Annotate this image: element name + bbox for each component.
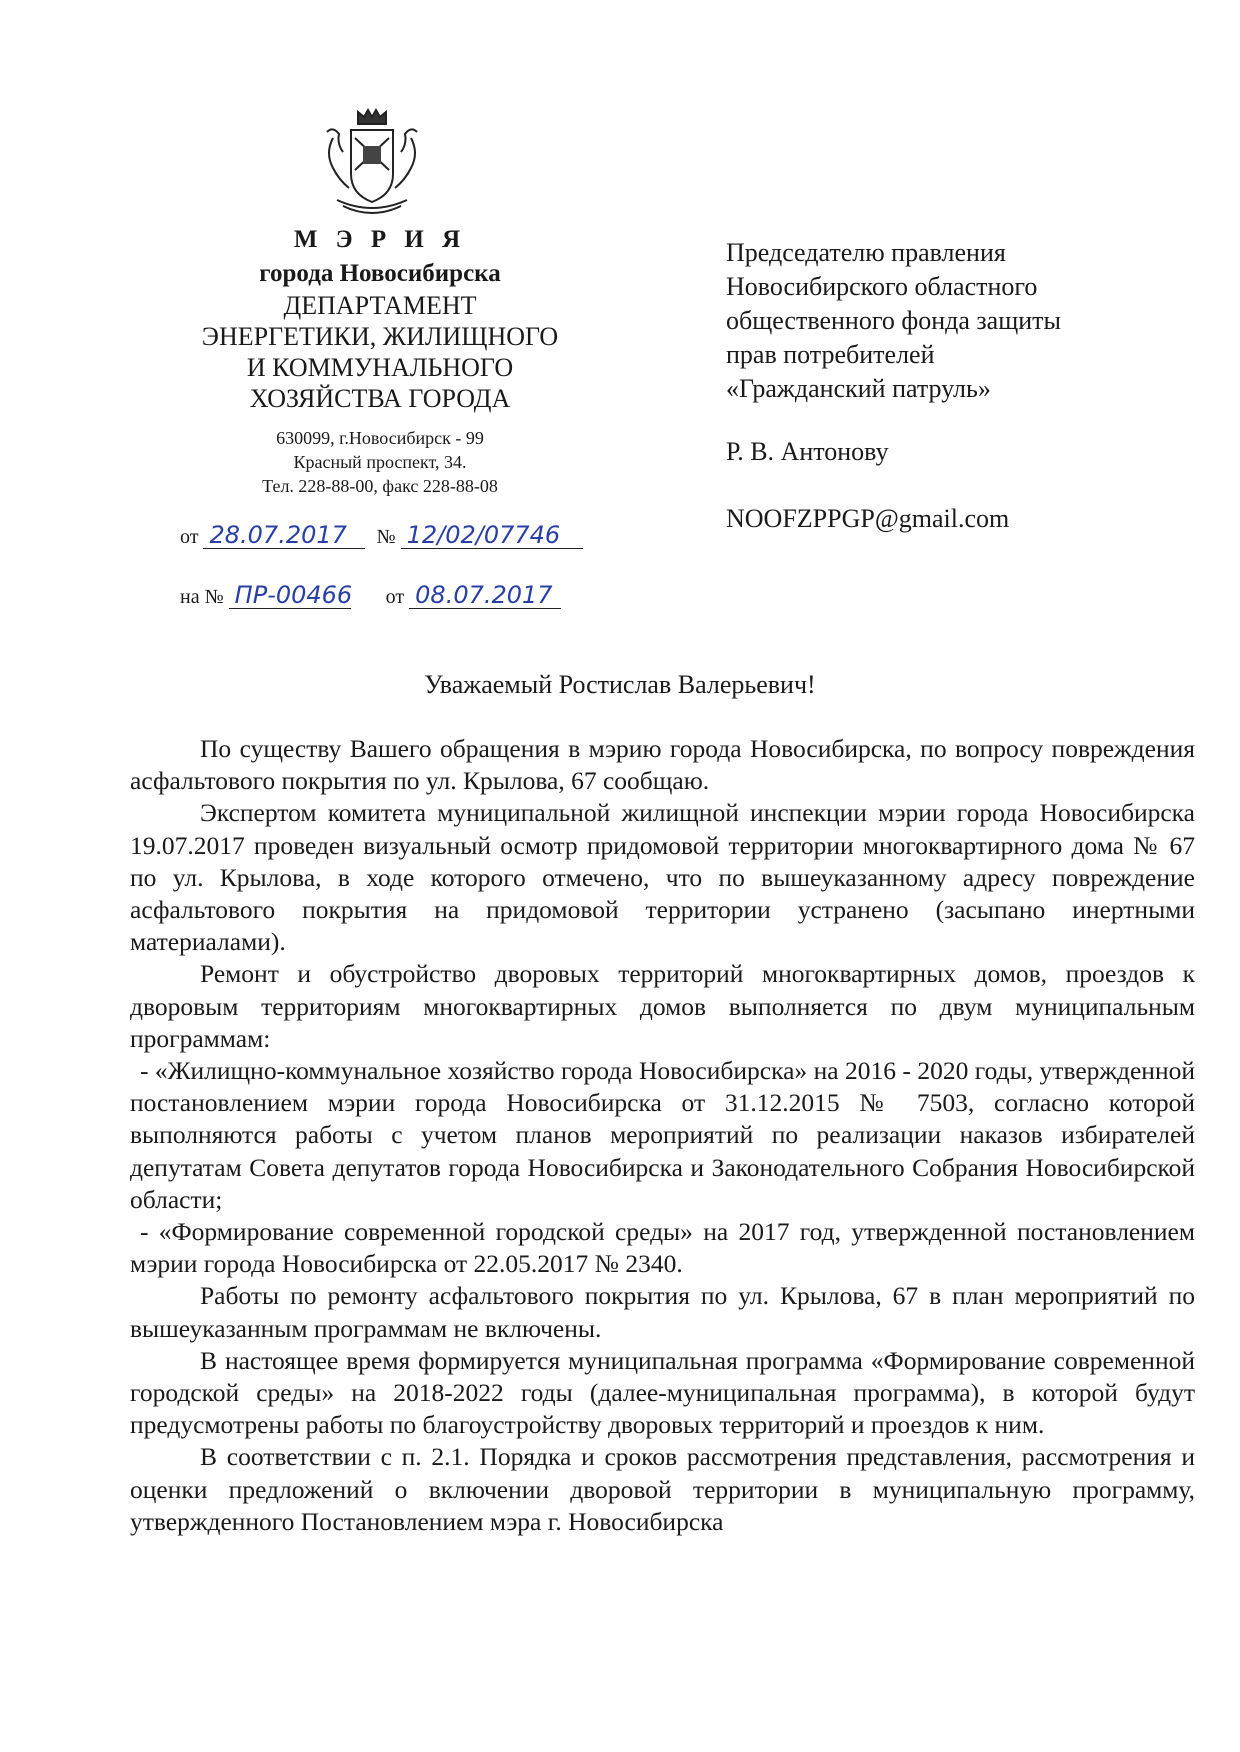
department-line: ЭНЕРГЕТИКИ, ЖИЛИЩНОГО: [201, 322, 559, 351]
recipient-line: общественного фонда защиты: [726, 306, 1061, 335]
recipient-line: Новосибирского областного: [726, 272, 1038, 301]
recipient-block: [726, 236, 1061, 406]
outgoing-number: 12/02/07746: [401, 522, 583, 549]
department-line: ХОЗЯЙСТВА ГОРОДА: [249, 384, 511, 413]
department-name: [150, 290, 610, 414]
recipient-line: «Гражданский патруль»: [726, 374, 991, 403]
program-item: - «Жилищно-коммунальное хозяйство города Новосибирска» на 2016 - 2020 годы, утвержденной постановлением мэрии города Новосибирска от 31.12.2015 № 7503, согласно которой выполняются работы с учетом планов мероприятий по реализации наказов избирателей депутатам Совета депутатов города Новосибирска и Законодательного Собрания Новосибирской области;: [130, 1056, 1195, 1214]
department-line: ДЕПАРТАМЕНТ: [283, 291, 477, 320]
outgoing-reference: [180, 522, 583, 549]
body-paragraph: Работы по ремонту асфальтового покрытия по ул. Крылова, 67 в план мероприятий по вышеуказанным программам не включены.: [130, 1281, 1195, 1343]
number-label: №: [376, 526, 396, 548]
recipient-name: Р. В. Антонову: [726, 437, 889, 466]
recipient-line: Председателю правления: [726, 238, 1006, 267]
body-paragraph: Экспертом комитета муниципальной жилищной инспекции мэрии города Новосибирска 19.07.2017 проведен визуальный осмотр придомовой территории многоквартирного дома № 67 по ул. Крылова, в ходе которого отмечено, что по вышеуказанному адресу повреждение асфальтового покрытия на придомовой территории устранено (засыпано инертными материалами).: [130, 798, 1195, 957]
body-paragraph: Ремонт и обустройство дворовых территорий многоквартирных домов, проездов к дворовым территориям многоквартирных домов выполняется по двум муниципальным программам:: [130, 959, 1195, 1053]
recipient-email: NOOFZPPGP@gmail.com: [726, 504, 1010, 533]
salutation: Уважаемый Ростислав Валерьевич!: [424, 670, 816, 699]
program-item: - «Формирование современной городской среды» на 2017 год, утвержденной постановлением мэрии города Новосибирска от 22.05.2017 № 2340.: [130, 1217, 1195, 1279]
from-label: от: [180, 526, 199, 548]
city-name: города Новосибирска: [259, 260, 501, 287]
sender-address: [150, 426, 610, 498]
reply-number-label: на №: [180, 586, 224, 608]
coat-of-arms-emblem: [313, 108, 431, 218]
outgoing-date: 28.07.2017: [203, 522, 365, 549]
reply-from-label: от: [385, 586, 405, 608]
department-line: И КОММУНАЛЬНОГО: [246, 353, 514, 382]
address-line: Тел. 228-88-00, факс 228-88-08: [262, 476, 498, 496]
reply-number: ПР-00466: [229, 582, 351, 609]
body-paragraph: В соответствии с п. 2.1. Порядка и сроков рассмотрения представления, рассмотрения и оценки предложений о включении дворовой территории в муниципальную программу, утвержденного Постановлением мэра г. Новосибирска: [130, 1442, 1195, 1536]
address-line: 630099, г.Новосибирск - 99: [276, 428, 484, 448]
address-line: Красный проспект, 34.: [293, 452, 467, 472]
mayoralty-title: М Э Р И Я: [293, 226, 467, 253]
recipient-line: прав потребителей: [726, 340, 935, 369]
body-paragraph: В настоящее время формируется муниципальная программа «Формирование современной городской среды» на 2018-2022 годы (далее-муниципальная программа), в которой будут предусмотрены работы по благоустройству дворовых территорий и проездов к ним.: [130, 1345, 1195, 1440]
reply-date: 08.07.2017: [409, 582, 561, 609]
incoming-reference: [180, 582, 561, 609]
letter-body: [130, 733, 1195, 1538]
body-paragraph: По существу Вашего обращения в мэрию города Новосибирска, по вопросу повреждения асфальтового покрытия по ул. Крылова, 67 сообщаю.: [130, 734, 1195, 796]
